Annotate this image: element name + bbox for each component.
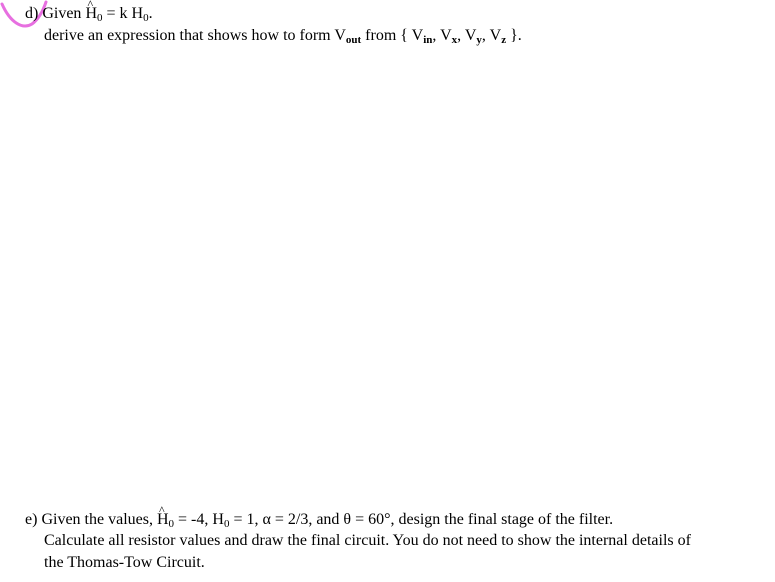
text: = 1, α = 2/3, and θ = 60°, design the final stage of the filter. [229,511,614,528]
text: , V [481,27,502,44]
text: derive an expression that shows how to form V [44,27,346,44]
question-e-line-2: Calculate all resistor values and draw the final circuit. You do not need to show the internal details of [44,532,691,549]
question-d-label: d) [25,5,39,22]
subscript: in [423,34,433,46]
subscript: 0 [143,12,149,24]
subscript: z [501,34,507,46]
subscript: 0 [223,518,230,530]
subscript: out [345,34,362,46]
subscript: 0 [168,518,175,530]
h-hat-symbol: ^ H [85,4,97,24]
text: = k H [102,5,144,22]
text: from { V [361,27,424,44]
text: , V [432,27,452,44]
question-d-line-2 [44,26,522,46]
subscript: x [451,34,458,46]
text: }. [506,27,522,44]
question-e-line-1 [25,510,613,530]
question-e-label: e) [25,511,38,528]
h-hat-symbol: ^ H [157,510,169,530]
question-d-line-1 [25,4,153,24]
question-e-line-3: the Thomas-Tow Circuit. [44,554,205,571]
subscript: y [476,34,482,46]
text: , V [457,27,477,44]
text: . [148,5,153,22]
text: Given [42,5,86,22]
subscript: 0 [97,12,103,24]
text: Given the values, [41,511,157,528]
text: = -4, H [174,511,224,528]
